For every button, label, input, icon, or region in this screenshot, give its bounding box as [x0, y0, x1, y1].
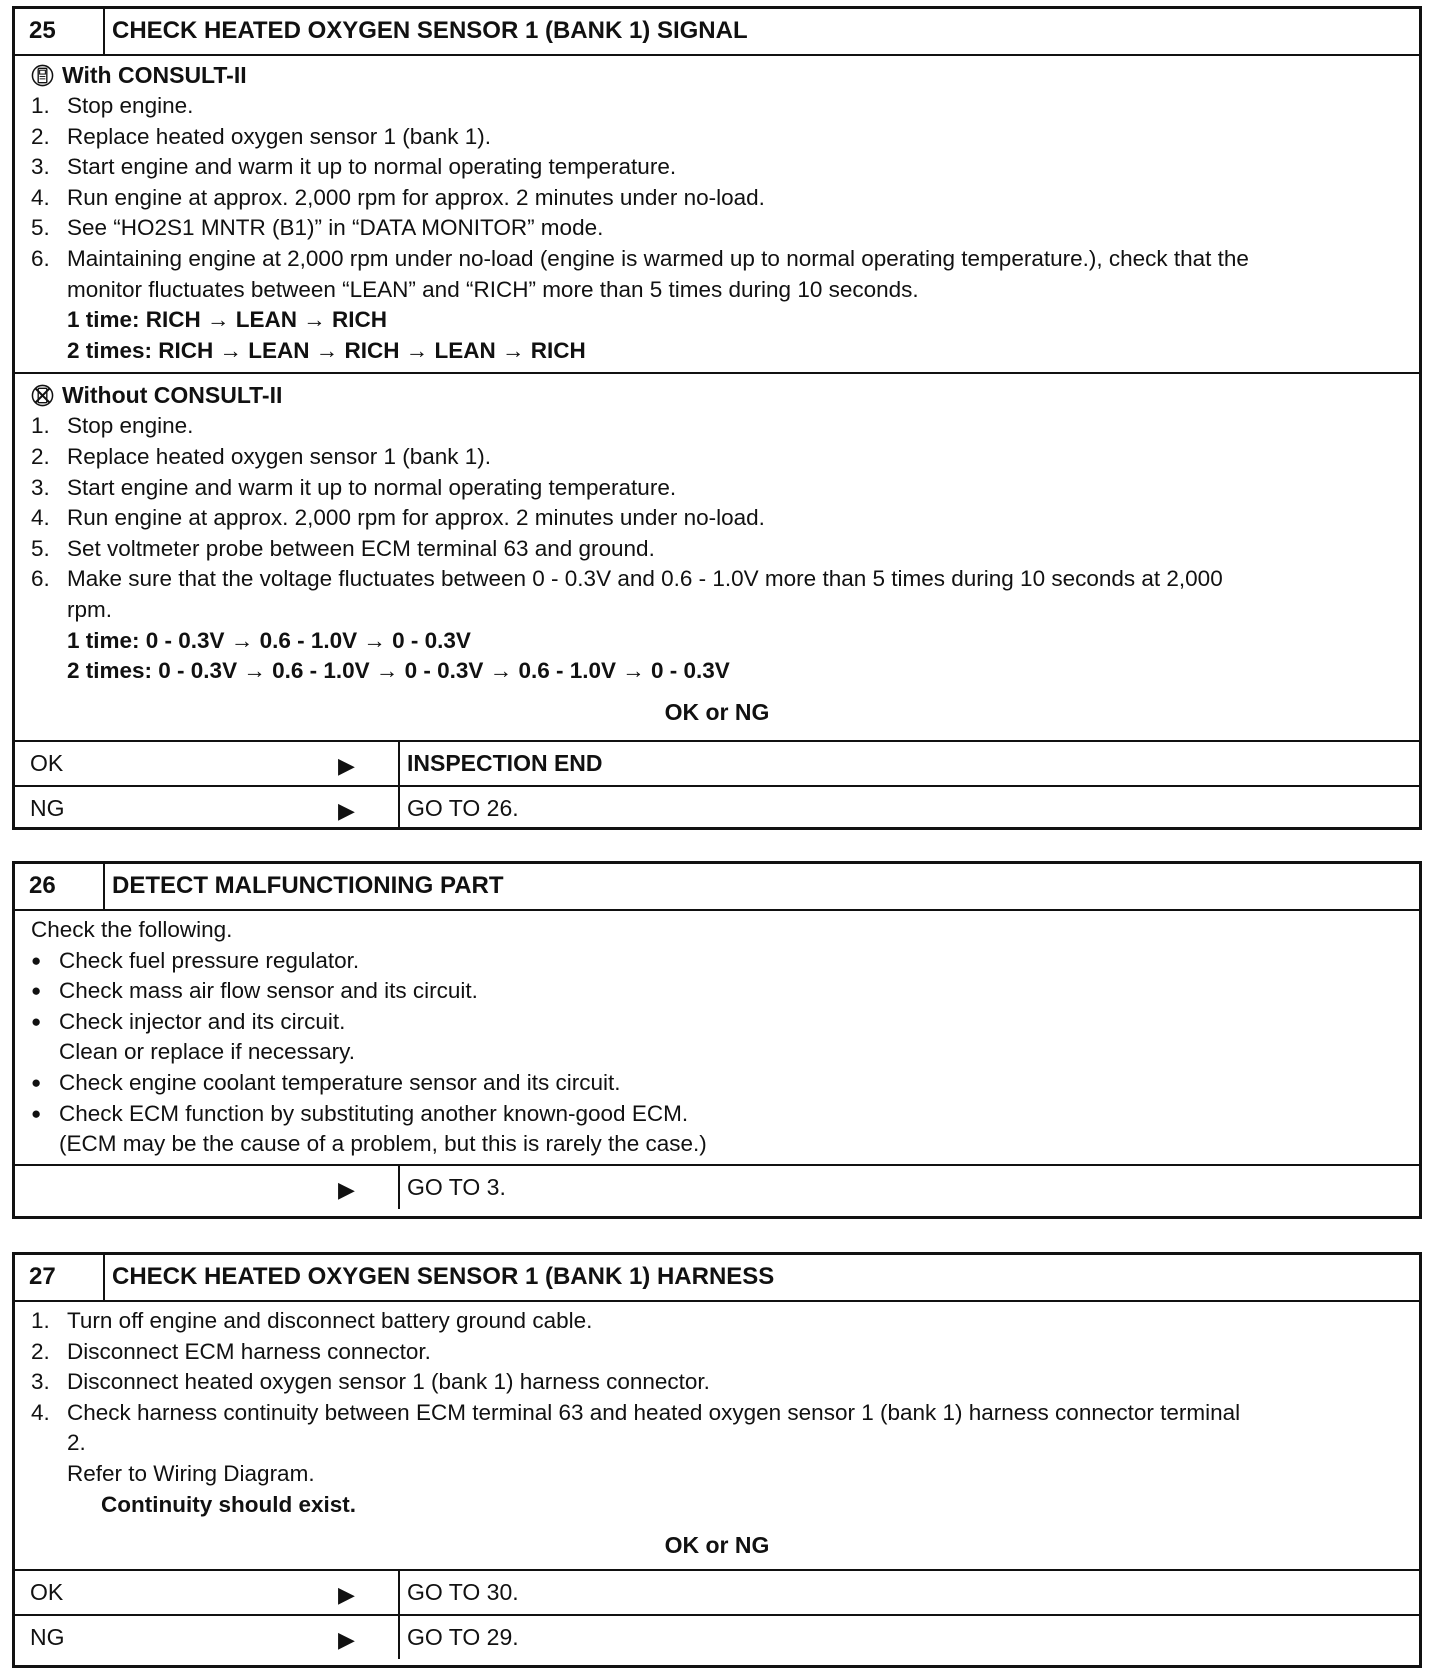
arrow-right-icon: ▶ [338, 1582, 355, 1608]
result-label-cell [15, 1616, 400, 1659]
list-item: 3. Disconnect heated oxygen sensor 1 (bank 1) harness connector. [31, 1369, 710, 1395]
list-item: 1. Stop engine. [31, 93, 194, 118]
sequence-1-time: 1 time: 0 - 0.3V → 0.6 - 1.0V → 0 - 0.3V [67, 627, 471, 653]
list-item: 5. See “HO2S1 MNTR (B1)” in “DATA MONITOR” mode. [31, 215, 604, 241]
result-row-ok [15, 1569, 1419, 1614]
list-item: 2. Replace heated oxygen sensor 1 (bank 1). [31, 443, 492, 469]
step-number: 25 [15, 9, 105, 54]
step-title: CHECK HEATED OXYGEN SENSOR 1 (BANK 1) HARNESS [112, 1263, 775, 1290]
result-label: OK [30, 749, 64, 776]
intro-text: Check the following. [31, 917, 233, 942]
condition-text: Continuity should exist. [101, 1491, 357, 1517]
list-item: 4. Run engine at approx. 2,000 rpm for approx. 2 minutes under no-load. [31, 505, 765, 531]
list-item-continuation: monitor fluctuates between “LEAN” and “RICH” more than 5 times during 10 seconds. [67, 276, 919, 302]
result-row-ng [15, 1614, 1419, 1659]
list-item: 2. Disconnect ECM harness connector. [31, 1338, 431, 1364]
bullet-icon: ● [31, 1103, 42, 1123]
step-25-block [12, 6, 1422, 830]
list-item: 4. Run engine at approx. 2,000 rpm for approx. 2 minutes under no-load. [31, 184, 765, 210]
ok-or-ng-label: OK or NG [664, 698, 770, 725]
check-list-section [15, 911, 1419, 1164]
result-row [15, 1164, 1419, 1209]
list-item-continuation: (ECM may be the cause of a problem, but this is rarely the case.) [59, 1131, 707, 1157]
result-row-ok [15, 740, 1419, 785]
bullet-icon: ● [31, 1072, 42, 1092]
result-action: GO TO 30. [407, 1579, 519, 1606]
list-item: 3. Start engine and warm it up to normal operating temperature. [31, 474, 677, 500]
result-action: GO TO 3. [407, 1173, 506, 1200]
step-27-block [12, 1252, 1422, 1668]
sequence-2-times: 2 times: RICH → LEAN → RICH → LEAN → RICH [67, 337, 586, 363]
bullet-icon: ● [31, 950, 42, 970]
bullet-icon: ● [31, 981, 42, 1001]
consult-ii-icon [31, 64, 54, 87]
list-item: 1. Turn off engine and disconnect battery ground cable. [31, 1308, 593, 1333]
mode-heading [31, 380, 1403, 411]
result-action: GO TO 29. [407, 1624, 519, 1651]
ok-or-ng-label: OK or NG [664, 1532, 770, 1559]
step-header [15, 9, 1419, 56]
list-item: ● Check injector and its circuit. [31, 1007, 1403, 1038]
refer-note: Refer to Wiring Diagram. [67, 1460, 315, 1486]
sequence-1-time: 1 time: RICH → LEAN → RICH [67, 307, 388, 333]
result-label: OK [30, 1579, 64, 1606]
result-label-cell [15, 1166, 400, 1209]
list-item: ● Check mass air flow sensor and its circuit. [31, 976, 1403, 1007]
result-label-cell [15, 1571, 400, 1614]
list-item: 1. Stop engine. [31, 413, 194, 439]
step-number: 27 [15, 1255, 105, 1300]
procedure-section [15, 1302, 1419, 1569]
mode-heading-text: With CONSULT-II [62, 62, 247, 88]
step-title: DETECT MALFUNCTIONING PART [112, 872, 504, 899]
result-label: NG [30, 1624, 65, 1651]
arrow-right-icon: ▶ [338, 1176, 355, 1202]
result-action: INSPECTION END [407, 749, 603, 776]
result-action: GO TO 26. [407, 794, 519, 821]
result-row-ng [15, 785, 1419, 830]
list-item: 2. Replace heated oxygen sensor 1 (bank 1). [31, 123, 492, 149]
result-label-cell [15, 787, 400, 830]
list-item: 5. Set voltmeter probe between ECM terminal 63 and ground. [31, 535, 655, 561]
step-title: CHECK HEATED OXYGEN SENSOR 1 (BANK 1) SIGNAL [112, 17, 748, 44]
step-26-block [12, 861, 1422, 1219]
step-number: 26 [15, 864, 105, 909]
list-item: ● Check fuel pressure regulator. [31, 946, 1403, 977]
step-header [15, 1255, 1419, 1302]
arrow-right-icon: ▶ [338, 752, 355, 778]
no-consult-icon [31, 384, 54, 407]
result-label: NG [30, 794, 65, 821]
arrow-right-icon: ▶ [338, 1627, 355, 1653]
list-item: 6. Make sure that the voltage fluctuates between 0 - 0.3V and 0.6 - 1.0V more than 5 times during 10 seconds at 2,000 [31, 566, 1223, 592]
mode-heading-text: Without CONSULT-II [62, 382, 283, 409]
bullet-icon: ● [31, 1011, 42, 1031]
result-label-cell [15, 742, 400, 785]
list-item: ● Check ECM function by substituting another known-good ECM. [31, 1099, 1403, 1130]
with-consult-section [15, 56, 1419, 372]
list-item-continuation: 2. [67, 1430, 86, 1456]
mode-heading [31, 60, 1403, 91]
without-consult-section [15, 372, 1419, 739]
list-item: 3. Start engine and warm it up to normal operating temperature. [31, 154, 677, 180]
list-item-continuation: Clean or replace if necessary. [59, 1039, 355, 1065]
step-header [15, 864, 1419, 911]
sequence-2-times: 2 times: 0 - 0.3V → 0.6 - 1.0V → 0 - 0.3V → 0.6 - 1.0V → 0 - 0.3V [67, 658, 730, 684]
list-item-continuation: rpm. [67, 596, 112, 622]
list-item: ● Check engine coolant temperature sensor and its circuit. [31, 1068, 1403, 1099]
arrow-right-icon: ▶ [338, 797, 355, 823]
list-item: 4. Check harness continuity between ECM terminal 63 and heated oxygen sensor 1 (bank 1) harness connector terminal [31, 1399, 1241, 1425]
list-item: 6. Maintaining engine at 2,000 rpm under no-load (engine is warmed up to normal operating temperature.), check that the [31, 245, 1249, 271]
